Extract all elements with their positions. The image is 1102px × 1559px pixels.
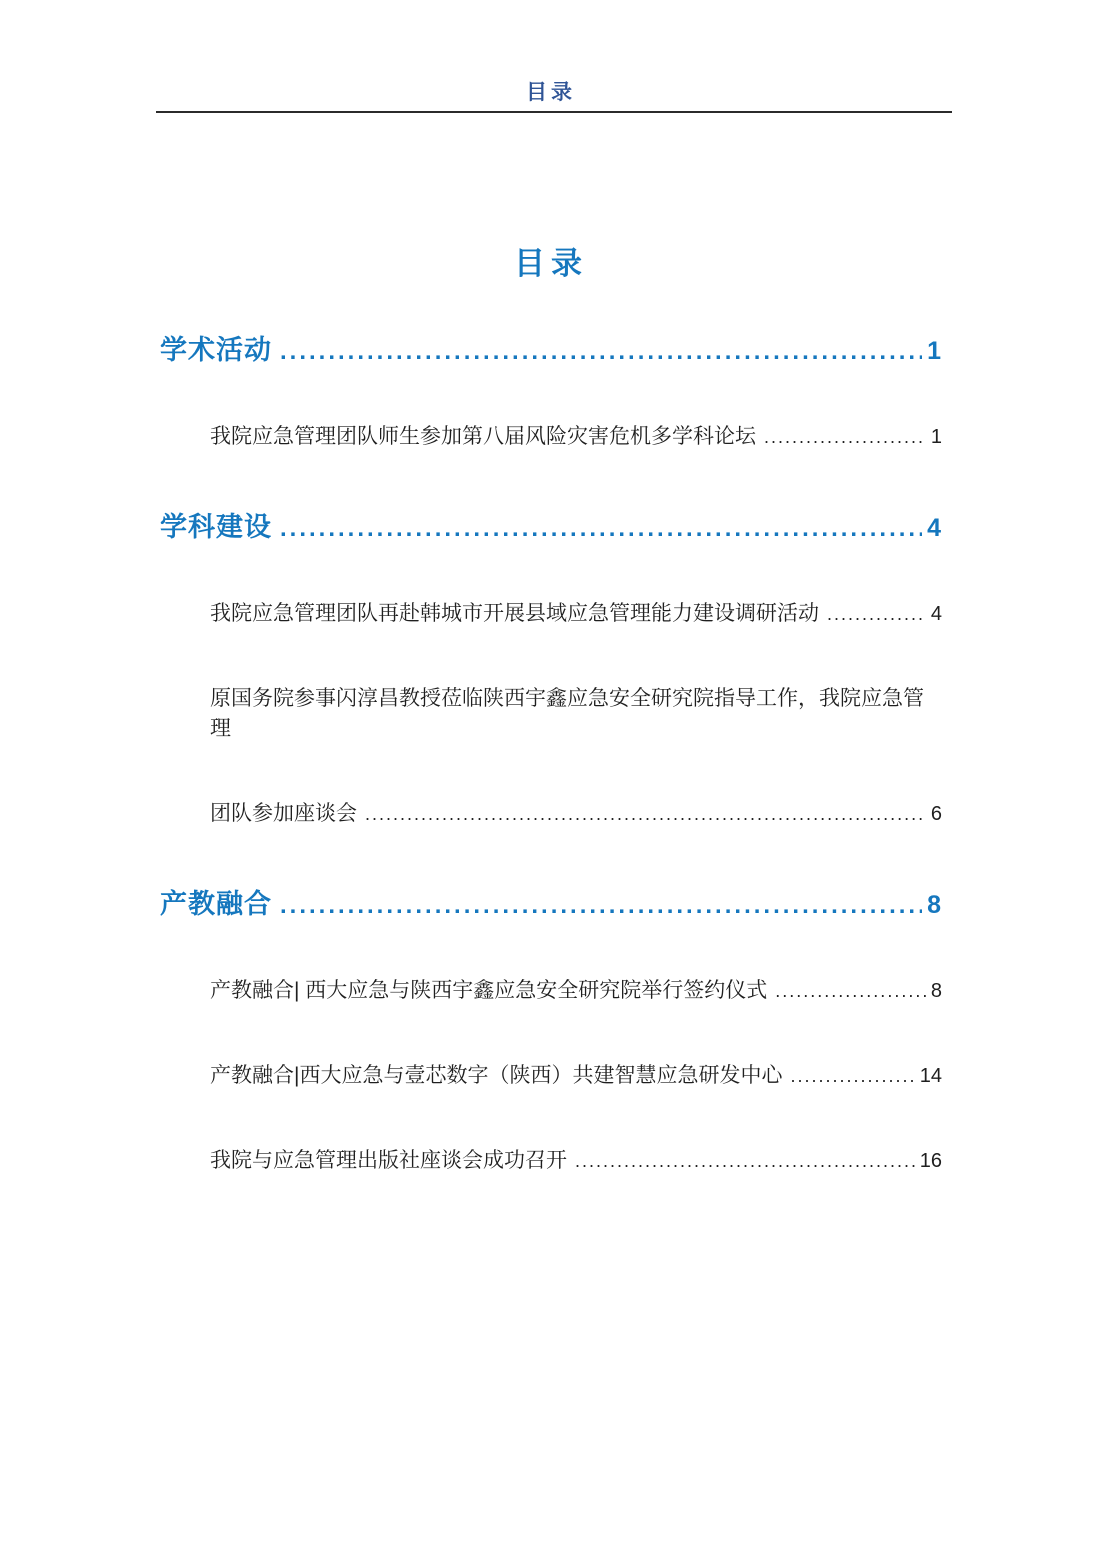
toc-entry-1-0[interactable]: [160, 597, 942, 627]
toc-entry-2-2[interactable]: [160, 1144, 942, 1174]
toc-entry-1-0-label: 我院应急管理团队再赴韩城市开展县域应急管理能力建设调研活动: [210, 602, 819, 625]
dot-leader: [575, 1149, 915, 1173]
dot-leader: [764, 425, 926, 449]
toc-entry-1-1[interactable]: [160, 797, 942, 827]
toc-entry-2-2-label: 我院与应急管理出版社座谈会成功召开: [210, 1149, 567, 1172]
page-header-title: 目录: [526, 81, 576, 104]
toc-section-1-label: 学科建设: [160, 512, 272, 542]
toc-entry-2-1-label: 产教融合|西大应急与壹芯数字（陕西）共建智慧应急研发中心: [210, 1064, 783, 1087]
toc-entry-2-0-pagenumber: 8: [930, 980, 942, 1002]
dot-leader: [280, 889, 922, 920]
toc-entry-1-1-line1[interactable]: [160, 682, 942, 742]
toc-section-2-pagenumber: 8: [927, 891, 942, 919]
dot-leader: [280, 335, 922, 366]
toc-entry-2-1[interactable]: [160, 1059, 942, 1089]
toc-entry-1-1-label: 团队参加座谈会: [210, 802, 357, 825]
toc-entry-2-2-pagenumber: 16: [919, 1150, 942, 1172]
toc-section-2-label: 产教融合: [160, 889, 272, 919]
toc-entry-2-0-label: 产教融合| 西大应急与陕西宇鑫应急安全研究院举行签约仪式: [210, 979, 768, 1002]
table-of-contents: [160, 328, 942, 1229]
dot-leader: [827, 602, 926, 626]
toc-entry-0-0[interactable]: [160, 420, 942, 450]
toc-section-0-pagenumber: 1: [927, 337, 942, 365]
dot-leader: [775, 979, 926, 1003]
toc-entry-1-0-pagenumber: 4: [930, 603, 942, 625]
toc-section-2[interactable]: [160, 882, 942, 921]
toc-section-0-label: 学术活动: [160, 335, 272, 365]
toc-entry-2-0[interactable]: [160, 974, 942, 1004]
header-rule: [156, 111, 952, 113]
dot-leader: [365, 802, 926, 826]
page-title: 目录: [514, 246, 588, 281]
toc-entry-0-0-label: 我院应急管理团队师生参加第八届风险灾害危机多学科论坛: [210, 425, 756, 448]
toc-entry-0-0-pagenumber: 1: [930, 426, 942, 448]
toc-section-0[interactable]: [160, 328, 942, 367]
dot-leader: [280, 512, 922, 543]
toc-entry-1-1-pagenumber: 6: [930, 803, 942, 825]
toc-entry-2-1-pagenumber: 14: [919, 1065, 942, 1087]
toc-section-1[interactable]: [160, 505, 942, 544]
toc-section-1-pagenumber: 4: [927, 514, 942, 542]
toc-entry-label: 原国务院参事闪淳昌教授莅临陕西宇鑫应急安全研究院指导工作，我院应急管理: [210, 687, 924, 740]
dot-leader: [790, 1064, 914, 1088]
